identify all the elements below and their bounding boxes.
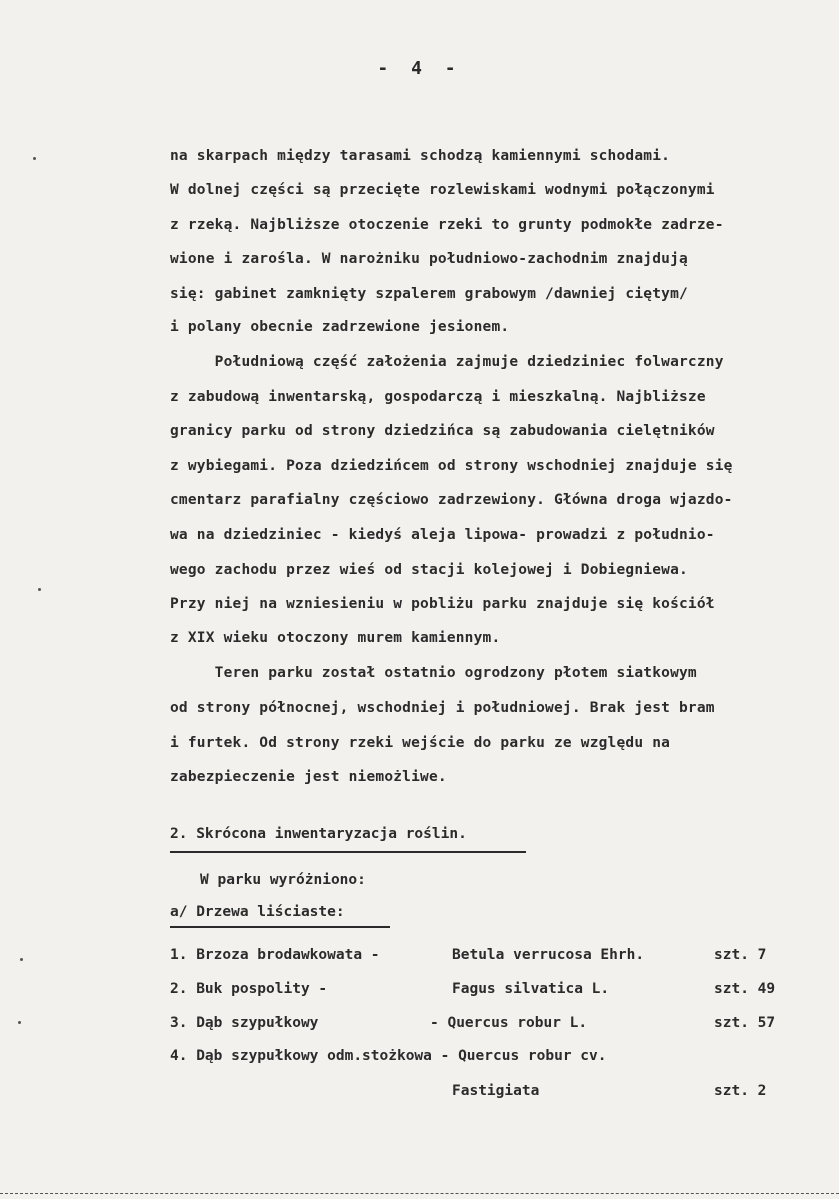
plant-1-latin: Betula verrucosa Ehrh. (452, 947, 645, 963)
margin-dot (38, 588, 41, 591)
plant-2-latin: Fagus silvatica L. (452, 981, 610, 997)
page-number: - 4 - (377, 58, 462, 79)
plant-3-polish: 3. Dąb szypułkowy (170, 1015, 319, 1031)
plant-1-count: szt. 7 (714, 947, 767, 963)
text-line: się: gabinet zamknięty szpalerem grabowym /dawniej ciętym/ (170, 286, 688, 302)
text-line: zabezpieczenie jest niemożliwe. (170, 769, 447, 785)
plant-2-count: szt. 49 (714, 981, 776, 997)
text-line: Teren parku został ostatnio ogrodzony płotem siatkowym (170, 665, 697, 681)
text-line: wa na dziedziniec - kiedyś aleja lipowa- prowadzi z południo- (170, 527, 715, 543)
text-line: granicy parku od strony dziedzińca są zabudowania cielętników (170, 423, 715, 439)
text-line: z zabudową inwentarską, gospodarczą i mieszkalną. Najbliższe (170, 389, 706, 405)
plant-3-latin: - Quercus robur L. (430, 1015, 588, 1031)
text-line: na skarpach między tarasami schodzą kamiennymi schodami. (170, 148, 671, 164)
text-line: wione i zarośla. W narożniku południowo-zachodnim znajdują (170, 251, 688, 267)
plant-3-count: szt. 57 (714, 1015, 776, 1031)
margin-dot (20, 958, 23, 961)
subheading: a/ Drzewa liściaste: (170, 904, 345, 920)
text-line: Przy niej na wzniesieniu w pobliżu parku znajduje się kościół (170, 596, 715, 612)
plant-4-count: szt. 2 (714, 1083, 767, 1099)
text-line: z rzeką. Najbliższe otoczenie rzeki to grunty podmokłe zadrze- (170, 217, 724, 233)
plant-2-polish: 2. Buk pospolity - (170, 981, 328, 997)
section-heading: 2. Skrócona inwentaryzacja roślin. (170, 826, 467, 842)
text-line: z wybiegami. Poza dziedzińcem od strony wschodniej znajduje się (170, 458, 733, 474)
margin-dot (33, 157, 36, 160)
plant-4-latin: Fastigiata (452, 1083, 540, 1099)
text-line: od strony północnej, wschodniej i południowej. Brak jest bram (170, 700, 715, 716)
text-line: Południową część założenia zajmuje dziedziniec folwarczny (170, 354, 724, 370)
bottom-edge-line (0, 1193, 839, 1195)
section-heading-underline (170, 851, 526, 853)
intro-text: W parku wyróżniono: (200, 872, 366, 888)
text-line: wego zachodu przez wieś od stacji kolejowej i Dobiegniewa. (170, 562, 688, 578)
text-line: cmentarz parafialny częściowo zadrzewiony. Główna droga wjazdo- (170, 492, 733, 508)
text-line: W dolnej części są przecięte rozlewiskami wodnymi połączonymi (170, 182, 715, 198)
plant-1-polish: 1. Brzoza brodawkowata - (170, 947, 380, 963)
plant-4-polish: 4. Dąb szypułkowy odm.stożkowa - Quercus robur cv. (170, 1048, 607, 1064)
subheading-underline (170, 926, 390, 928)
text-line: i furtek. Od strony rzeki wejście do parku ze względu na (170, 735, 671, 751)
margin-dot (18, 1021, 21, 1024)
text-line: i polany obecnie zadrzewione jesionem. (170, 319, 510, 335)
text-line: z XIX wieku otoczony murem kamiennym. (170, 630, 501, 646)
